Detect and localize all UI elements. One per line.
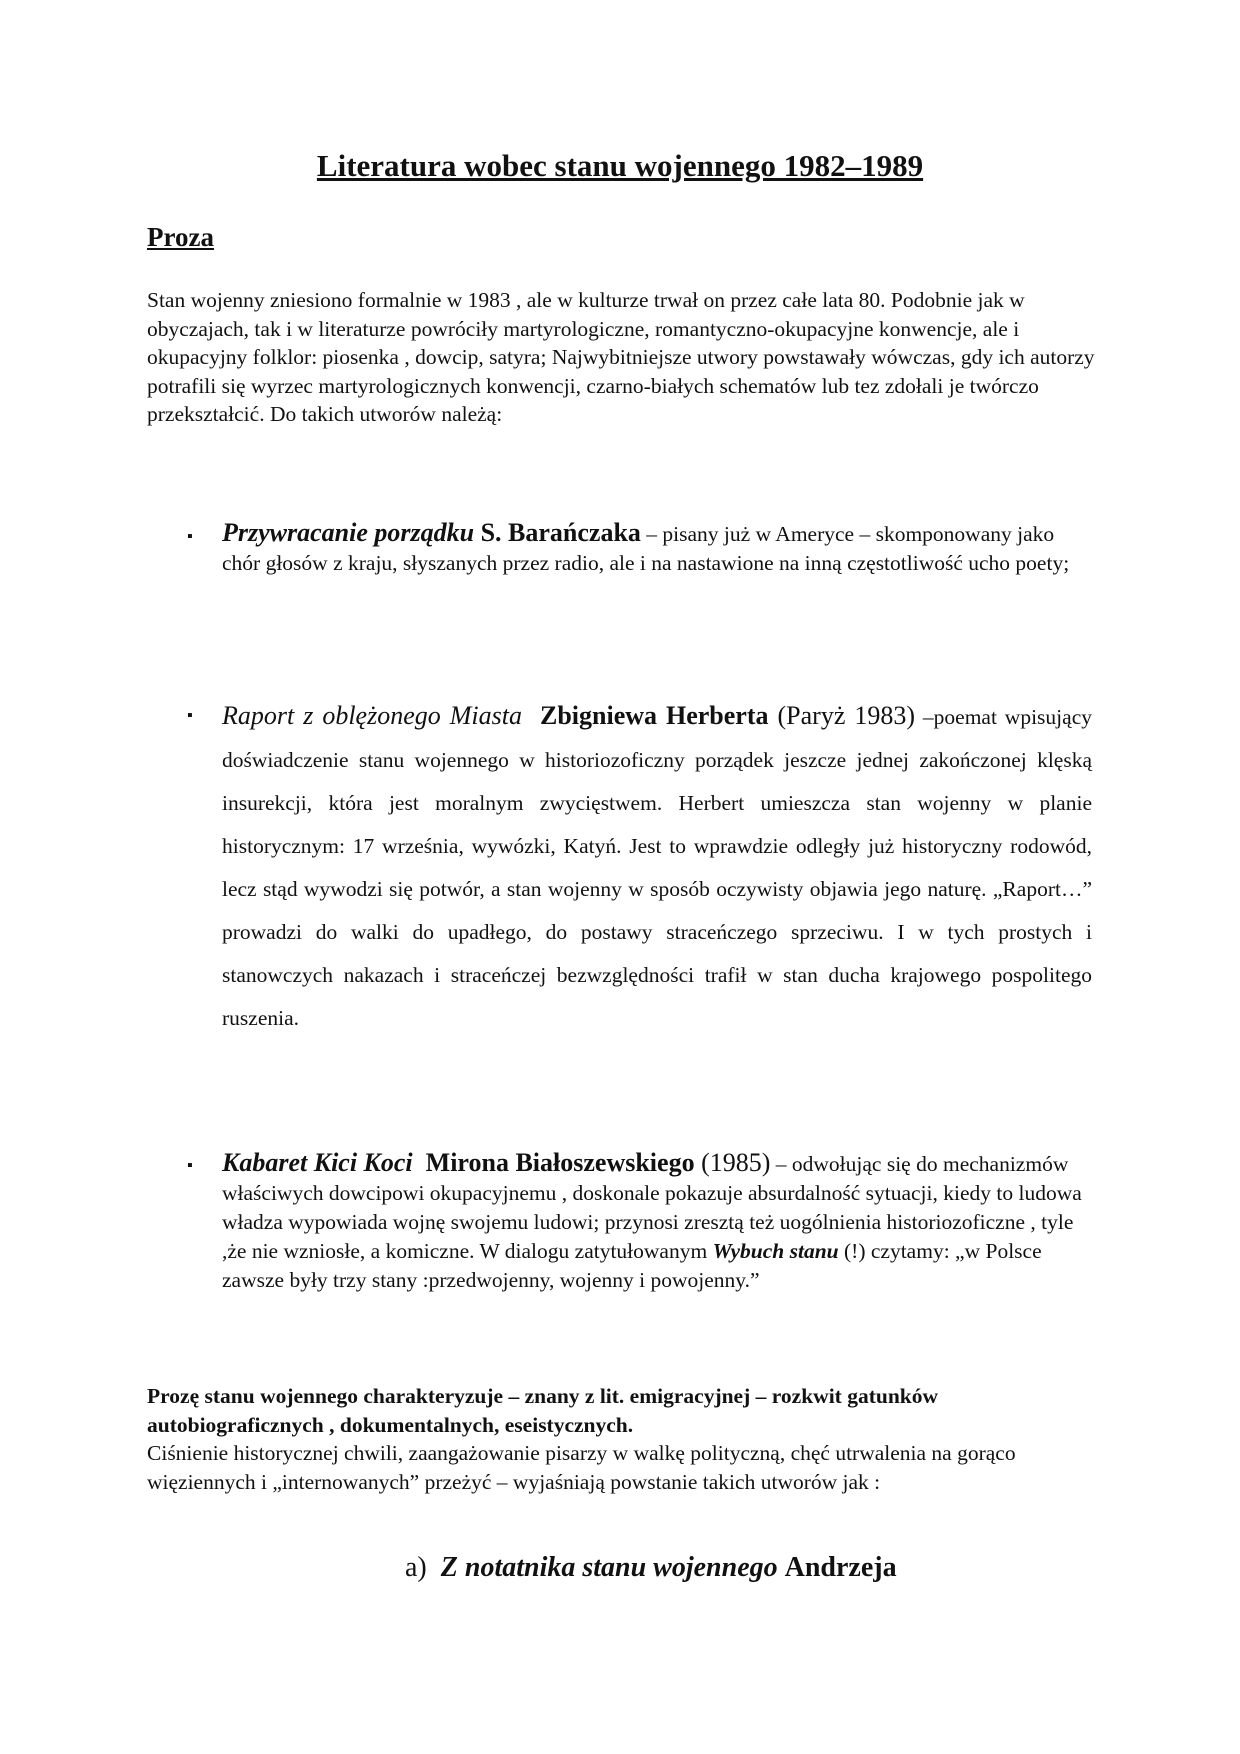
bullet-marker-icon: ▪ bbox=[187, 1157, 193, 1174]
work-title: Kabaret Kici Koci bbox=[222, 1148, 413, 1177]
sublist-marker: a) bbox=[405, 1552, 427, 1583]
item-text: –poemat wpisujący doświadczenie stanu wojennego w historiozoficzny porządek jeszcze jednej zakończonej klęską insurekcji, która jest moralnym zwycięstwem. Herbert umieszcza stan wojenny w planie historycznym: 17 września, wywózki, Katyń. Jest to wprawdzie odległy już historyczny rodowód, lecz stąd wywodzi się potwór, a stan wojenny w sposób oczywisty objawia jego naturę. „Raport…” prowadzi do walki do upadłego, do postawy straceńczego sprzeciwu. I w tych prostych i stanowczych nakazach i straceńczej bezwzględności trafił w stan ducha krajowego pospolitego ruszenia. bbox=[222, 705, 1092, 1030]
item-text: – odwołując się do mechanizmów właściwych dowcipowi okupacyjnemu , doskonale pokazuje absurdalność sytuacji, kiedy to ludowa władza wypowiada wojnę swojemu ludowi; przynosi zresztą też uogólnienia historiozoficzne , tyle ,że nie wzniosłe, a komiczne. W dialogu zatytułowanym bbox=[222, 1152, 1082, 1263]
work-title: Z notatnika stanu wojennego bbox=[440, 1552, 778, 1583]
list-item bbox=[222, 518, 1092, 578]
list-item bbox=[222, 694, 1092, 1040]
sublist-item bbox=[405, 1552, 897, 1584]
work-title: Przywracanie porządku bbox=[222, 518, 475, 547]
work-author: Zbigniewa Herberta bbox=[539, 701, 769, 730]
work-author: Andrzeja bbox=[784, 1552, 897, 1583]
item-text-continued: (!) czytamy: „w Polsce zawsze były trzy stany :przedwojenny, wojenny i powojenny.” bbox=[222, 1239, 1042, 1292]
bullet-marker-icon: ▪ bbox=[187, 707, 193, 724]
list-item bbox=[222, 1148, 1092, 1295]
work-author: Mirona Białoszewskiego bbox=[425, 1148, 695, 1177]
summary-bold-text: Prozę stanu wojennego charakteryzuje – znany z lit. emigracyjnej – rozkwit gatunków autobiograficznych , dokumentalnych, eseistycznych. bbox=[147, 1384, 939, 1437]
work-detail: (1985) bbox=[694, 1148, 771, 1177]
section-heading: Proza bbox=[147, 222, 214, 252]
inline-title: Wybuch stanu bbox=[712, 1239, 839, 1263]
work-detail: (Paryż 1983) bbox=[768, 701, 916, 730]
intro-paragraph: Stan wojenny zniesiono formalnie w 1983 , ale w kulturze trwał on przez całe lata 80. Podobnie jak w obyczajach, tak i w literaturze powróciły martyrologiczne, romantyczno-okupacyjne konwencje, ale i okupacyjny folklor: piosenka , dowcip, satyra; Najwybitniejsze utwory powstawały wówczas, gdy ich autorzy potrafili się wyrzec martyrologicznych konwencji, czarno-białych schematów lub tez zdołali je twórczo przekształcić. Do takich utworów należą: bbox=[147, 288, 1095, 426]
item-text: – pisany już w Ameryce – skomponowany jako chór głosów z kraju, słyszanych przez radio, ale i na nastawione na inną częstotliwość ucho poety; bbox=[222, 522, 1070, 575]
document-title: Literatura wobec stanu wojennego 1982–1989 bbox=[316, 148, 924, 183]
work-title: Raport z oblężonego Miasta bbox=[222, 701, 522, 730]
summary-text: Ciśnienie historycznej chwili, zaangażowanie pisarzy w walkę polityczną, chęć utrwalenia na gorąco więziennych i „internowanych” przeżyć – wyjaśniają powstanie takich utworów jak : bbox=[147, 1441, 1016, 1494]
work-author: S. Barańczaka bbox=[480, 518, 641, 547]
summary-paragraph bbox=[147, 1382, 1097, 1496]
bullet-marker-icon: ▪ bbox=[187, 528, 193, 545]
